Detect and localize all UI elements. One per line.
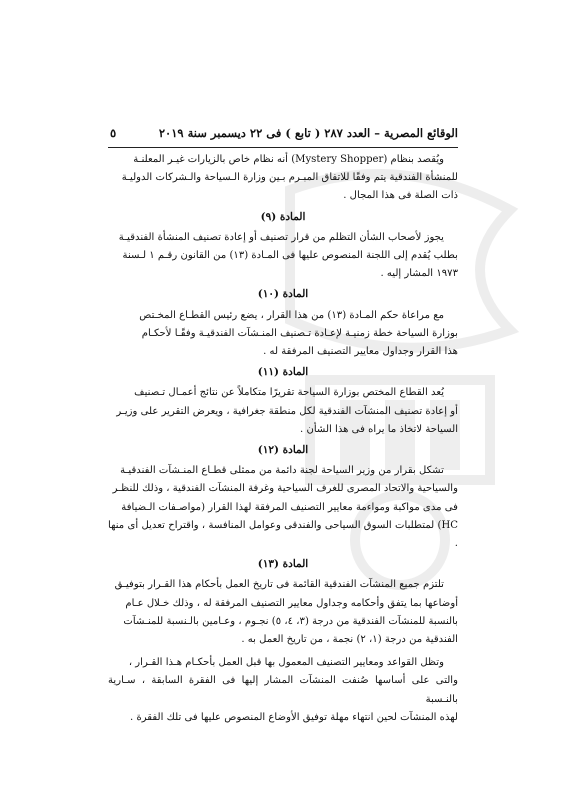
article-9-line: يجوز لأصحاب الشأن التظلم من قرار تصنيف أو إعادة تصنيف المنشأة الفندقيـة <box>118 231 444 243</box>
article-9-line: بطلب يُقدم إلى اللجنة المنصوص عليها فى المـادة (١٣) من القانون رقـم ١ لـسنة <box>122 250 458 262</box>
article-12-line: HC) لمتطلبات السوق السياحى والفندقى وعوامل المنافسة ، واقتراح تعديل أى منها . <box>108 519 458 550</box>
intro-line: ذات الصلة فى هذا المجال . <box>343 190 458 202</box>
gazette-title: الوقائع المصرية – العدد ٢٨٧ ( تابع ) فى ٢٢ ديسمبر سنة ٢٠١٩ <box>158 126 458 140</box>
article-11-line: يُعد القطاع المختص بوزارة السياحة تقريرًا متكاملاً عن نتائج أعمـال تـصنيف <box>134 387 444 399</box>
document-body <box>108 151 458 727</box>
article-12-line: فى مدى مواكبة ومواءمة معايير التصنيف المرفقة لهذا القرار (مواصـفات الـضيافة <box>121 501 458 513</box>
article-11-line: أو إعادة تصنيف المنشآت الفندقية لكل منطقة جغرافية ، ويعرض التقرير على وزيـر <box>116 405 458 417</box>
article-9-title: المادة (٩) <box>260 210 306 223</box>
article-10-title: المادة (١٠) <box>257 288 309 301</box>
article-11-title: المادة (١١) <box>257 366 309 379</box>
article-10-line: مع مراعاة حكم المـادة (١٣) من هذا القرار ، يضع رئيس القطـاع المخـتص <box>139 309 444 321</box>
intro-line: ويُقصد بنظام (Mystery Shopper) أنه نظام خاص بالزيارات غيـر المعلنـة <box>133 154 444 165</box>
article-13-line: والتى على أساسها صُنفت المنشآت المشار إليها فى الفقرة السابقة ، سـارية بالنـسبة <box>108 675 458 705</box>
article-12-title: المادة (١٢) <box>257 444 309 457</box>
article-12-line: تشكل بقرار من وزير السياحة لجنة دائمة من ممثلى قطـاع المنـشآت الفندقيـة <box>120 465 444 477</box>
page-header <box>108 126 458 148</box>
article-10-line: هذا القرار وجداول معايير التصنيف المرفقة له . <box>263 346 458 358</box>
article-12-line: والسياحية والاتحاد المصرى للغرف السياحية وغرفة المنشآت الفندقية ، وذلك للنظـر <box>112 483 458 495</box>
article-13-line: تلتزم جميع المنشآت الفندقية القائمة فى تاريخ العمل بأحكام هذا القـرار بتوفيـق <box>114 579 444 591</box>
page-number: ٥ <box>110 126 117 140</box>
article-10-line: بوزارة السياحة خطة زمنيـة لإعـادة تـصنيف المنـشآت الفندقيـة وفقًـا لأحكـام <box>141 327 458 339</box>
article-11-line: السياحة لاتخاذ ما يراه فى هذا الشأن . <box>300 423 458 435</box>
article-13-line: الفندقية من درجة (١، ٢) نجمة ، من تاريخ العمل به . <box>241 634 458 646</box>
article-13-line: وتظل القواعد ومعايير التصنيف المعمول بها قبل العمل بأحكـام هـذا القـرار ، <box>128 657 444 669</box>
intro-line: للمنشأة الفندقية يتم وفقًا للاتفاق المبـرم بـين وزارة الـسياحة والـشركات الدوليـة <box>121 172 458 184</box>
article-13-line: لهذه المنشآت لحين انتهاء مهلة توفيق الأوضاع المنصوص عليها فى تلك الفقرة . <box>130 711 458 723</box>
article-9-line: ١٩٧٣ المشار إليه . <box>380 268 458 280</box>
article-13-line: أوضاعها بما يتفق وأحكامه وجداول معايير التصنيف المرفقة له ، وذلك خـلال عـام <box>125 597 458 609</box>
article-13-line: بالنسبة للمنشآت الفندقية من درجة (٣، ٤، ٥) نجـوم ، وعـامين بالـنسبة للمنـشآت <box>123 615 458 627</box>
article-13-title: المادة (١٣) <box>257 558 309 571</box>
